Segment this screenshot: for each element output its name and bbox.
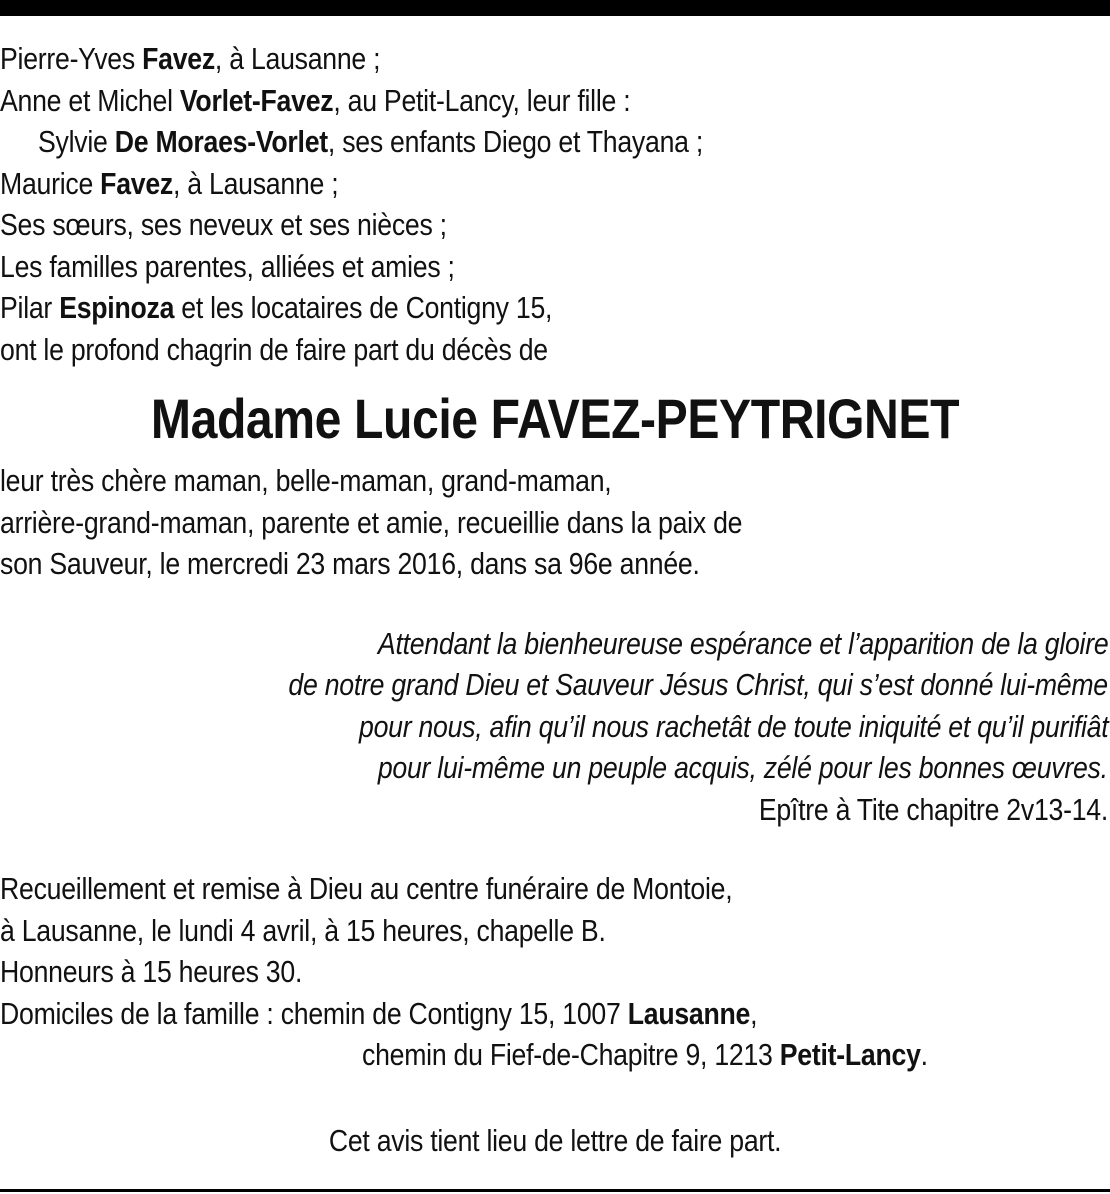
description (0, 460, 1110, 585)
closing-note: Cet avis tient lieu de lettre de faire part. (328, 1122, 782, 1158)
family-line: Pierre-Yves Favez, à Lausanne ; (0, 41, 381, 76)
family-line: Anne et Michel Vorlet-Favez, au Petit-Lancy, leur fille : (0, 82, 631, 118)
domicile-line: chemin du Fief-de-Chapitre 9, 1213 Petit-Lancy. (362, 1037, 928, 1072)
family-line: Les familles parentes, alliées et amies ; (0, 248, 455, 284)
family-list (0, 38, 1110, 370)
domicile-city: Lausanne (627, 995, 751, 1031)
description-line: son Sauveur, le mercredi 23 mars 2016, dans sa 96e année. (0, 546, 700, 581)
verse-line: pour lui-même un peuple acquis, zélé pour les bonnes œuvres. (378, 750, 1108, 785)
verse-line: de notre grand Dieu et Sauveur Jésus Christ, qui s’est donné lui-même (288, 667, 1108, 702)
family-line: Maurice Favez, à Lausanne ; (0, 165, 339, 201)
verse-line: pour nous, afin qu’il nous rachetât de toute iniquité et qu’il purifiât (358, 708, 1108, 744)
family-line: Pilar Espinoza et les locataires de Contigny 15, (0, 290, 553, 325)
obituary-notice (0, 38, 1110, 1161)
announcement-line: ont le profond chagrin de faire part du décès de (0, 331, 548, 367)
family-line: Sylvie De Moraes-Vorlet, ses enfants Diego et Thayana ; (38, 124, 704, 159)
domicile-city: Petit-Lancy (779, 1037, 921, 1072)
family-line: Ses sœurs, ses neveux et ses nièces ; (0, 207, 447, 242)
family-surname: Favez (100, 165, 173, 201)
bible-verse (0, 623, 1110, 831)
family-surname: De Moraes-Vorlet (114, 124, 328, 159)
top-rule (0, 0, 1110, 16)
ceremony-line: Recueillement et remise à Dieu au centre funéraire de Montoie, (0, 871, 733, 906)
ceremony-line: à Lausanne, le lundi 4 avril, à 15 heures, chapelle B. (0, 912, 606, 948)
ceremony-line: Honneurs à 15 heures 30. (0, 954, 303, 989)
family-surname: Favez (142, 41, 215, 76)
domicile-line: Domiciles de la famille : chemin de Contigny 15, 1007 Lausanne, (0, 995, 758, 1031)
verse-line: Attendant la bienheureuse espérance et l’apparition de la gloire (377, 625, 1108, 661)
verse-reference: Epître à Tite chapitre 2v13-14. (758, 791, 1108, 827)
ceremony-info (0, 868, 1110, 1076)
description-line: leur très chère maman, belle-maman, grand-maman, (0, 463, 612, 498)
description-line: arrière-grand-maman, parente et amie, recueillie dans la paix de (0, 504, 743, 540)
bottom-rule (0, 1189, 1110, 1192)
deceased-name: Madame Lucie FAVEZ-PEYTRIGNET (150, 387, 960, 450)
family-surname: Espinoza (59, 290, 175, 325)
family-surname: Vorlet-Favez (179, 82, 334, 118)
